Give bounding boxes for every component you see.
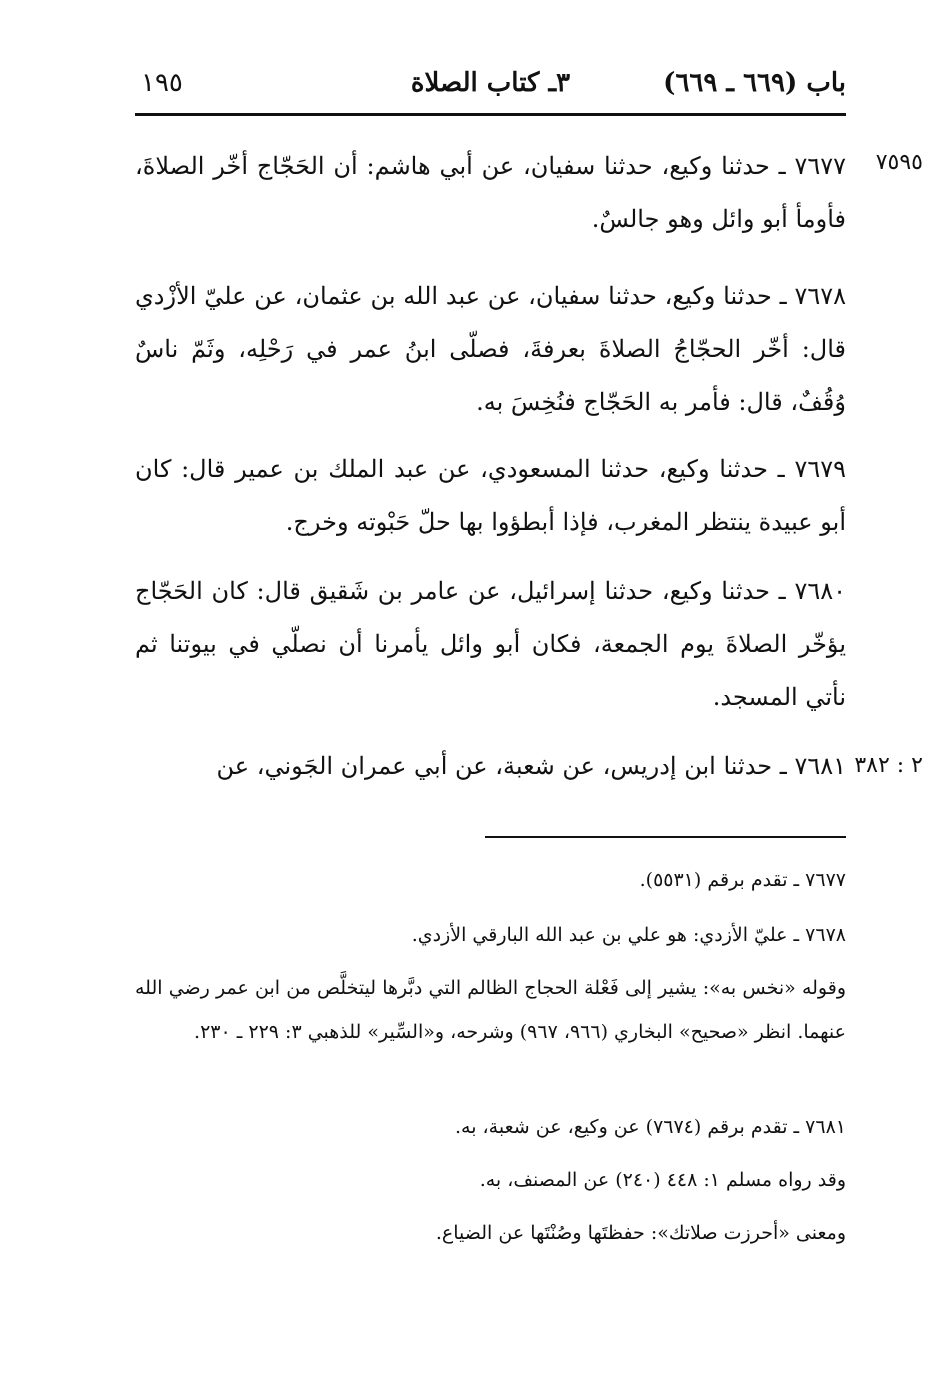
running-header bbox=[135, 60, 846, 110]
hadith-entry: ٧٦٨٠ ـ حدثنا وكيع، حدثنا إسرائيل، عن عامر بن شَقيق قال: كان الحَجّاج يؤخّر الصلاةَ يوم الجمعة، فكان أبو وائل يأمرنا أن نصلّي في بيوتنا ثم نأتي المسجد. bbox=[135, 577, 846, 711]
hadith-entry: ٧٦٧٨ ـ حدثنا وكيع، حدثنا سفيان، عن عبد الله بن عثمان، عن عليّ الأزْدي قال: أخّر الحجّاجُ الصلاةَ بعرفةَ، فصلّى ابنُ عمر في رَحْلِه، وثَمّ ناسٌ وُقُفٌ، قال: فأمر به الحَجّاج فنُخِسَ به. bbox=[135, 282, 846, 416]
page-number: ١٩٥ bbox=[141, 68, 183, 98]
footnote: ٧٦٨١ ـ تقدم برقم (٧٦٧٤) عن وكيع، عن شعبة، به. bbox=[455, 1116, 846, 1138]
chapter-title: باب (٦٦٩ ـ ٦٦٩) bbox=[663, 68, 846, 98]
footnote: ومعنى «أحرزت صلاتك»: حفظتَها وصُنْتَها عن الضياع. bbox=[435, 1222, 846, 1244]
margin-reference: ٧٥٩٥ bbox=[875, 150, 923, 175]
footnote: ٧٦٧٧ ـ تقدم برقم (٥٥٣١). bbox=[639, 869, 846, 891]
footnote: وقوله «نخس به»: يشير إلى فَعْلة الحجاج الظالم التي دبَّرها ليتخلَّص من ابن عمر رضي الله عنهما. انظر «صحيح» البخاري (٩٦٦، ٩٦٧) وشرحه، و«السِّير» للذهبي ٣: ٢٢٩ ـ ٢٣٠. bbox=[135, 977, 846, 1043]
hadith-entry: ٧٦٧٩ ـ حدثنا وكيع، حدثنا المسعودي، عن عبد الملك بن عمير قال: كان أبو عبيدة ينتظر المغرب، فإذا أبطؤوا بها حلّ حَبْوته وخرج. bbox=[135, 455, 846, 536]
header-rule bbox=[135, 113, 846, 116]
book-title: ٣ـ كتاب الصلاة bbox=[410, 68, 571, 98]
hadith-entry: ٧٦٧٧ ـ حدثنا وكيع، حدثنا سفيان، عن أبي هاشم: أن الحَجّاج أخّر الصلاةَ، فأومأ أبو وائل وهو جالسٌ. bbox=[135, 152, 846, 233]
footnote: وقد رواه مسلم ١: ٤٤٨ (٢٤٠) عن المصنف، به. bbox=[479, 1169, 846, 1191]
margin-reference: ٢ : ٣٨٢ bbox=[854, 753, 923, 778]
footnote: ٧٦٧٨ ـ عليّ الأزدي: هو علي بن عبد الله البارقي الأزدي. bbox=[411, 924, 846, 946]
footnote-rule bbox=[485, 836, 846, 838]
hadith-entry: ٧٦٨١ ـ حدثنا ابن إدريس، عن شعبة، عن أبي عمران الجَوني، عن bbox=[216, 752, 846, 780]
